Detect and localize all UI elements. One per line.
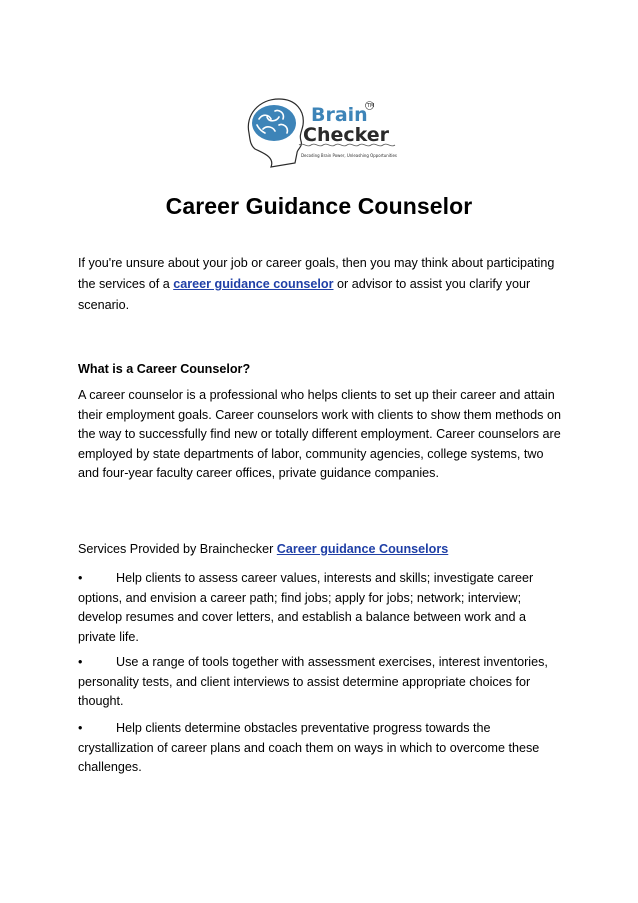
- bullet-text: Use a range of tools together with assessment exercises, interest inventories, personality tests, and client interviews to assist determine appropriate choices for thought.: [78, 655, 548, 708]
- bullet-item: [78, 569, 562, 647]
- intro-text-after: or advisor to assist you clarify your scenario.: [78, 277, 531, 312]
- bullet-text: Help clients determine obstacles preventative progress towards the crystallization of career plans and coach them on ways in which to overcome these challenges.: [78, 721, 540, 774]
- bullet-symbol: •: [78, 571, 83, 585]
- intro-text-before: If you're unsure about your job or career goals, then you may think about participating the services of a: [78, 256, 555, 291]
- career-guidance-counselor-link[interactable]: career guidance counselor: [173, 277, 334, 291]
- career-guidance-counselors-link[interactable]: Career guidance Counselors: [276, 542, 449, 556]
- bullet-symbol: •: [78, 655, 83, 669]
- brainchecker-logo: [241, 95, 401, 170]
- logo-brand-line2: Checker: [303, 124, 390, 146]
- bullet-text: Help clients to assess career values, interests and skills; investigate career options, and envision a career path; find jobs; apply for jobs; network; interview; develop resumes and cover letters, and establish a balance between work and a private life.: [78, 571, 534, 644]
- intro-paragraph: [78, 253, 562, 316]
- logo-brand-line1: Brain: [311, 104, 368, 126]
- logo-tagline: Decoding Brain Power, Unleashing Opportunities: [301, 153, 397, 158]
- what-is-paragraph: A career counselor is a professional who helps clients to set up their career and attain their employment goals. Career counselors work with clients to show them methods on the way to successfully find new or totally different employment. Career counselors are employed by state departments of labor, community agencies, college systems, two and four-year faculty career offices, private guidance companies.: [78, 388, 561, 480]
- services-heading: [78, 539, 562, 560]
- page-title: Career Guidance Counselor: [165, 193, 473, 219]
- section-heading-what-is: What is a Career Counselor?: [78, 362, 251, 376]
- bullet-item: [78, 719, 562, 778]
- bullet-item: [78, 653, 562, 712]
- bullet-symbol: •: [78, 721, 83, 735]
- brain-logo-graphic: [241, 95, 401, 170]
- logo-trademark: TM: [367, 103, 375, 109]
- services-prefix: Services Provided by Brainchecker: [78, 542, 277, 556]
